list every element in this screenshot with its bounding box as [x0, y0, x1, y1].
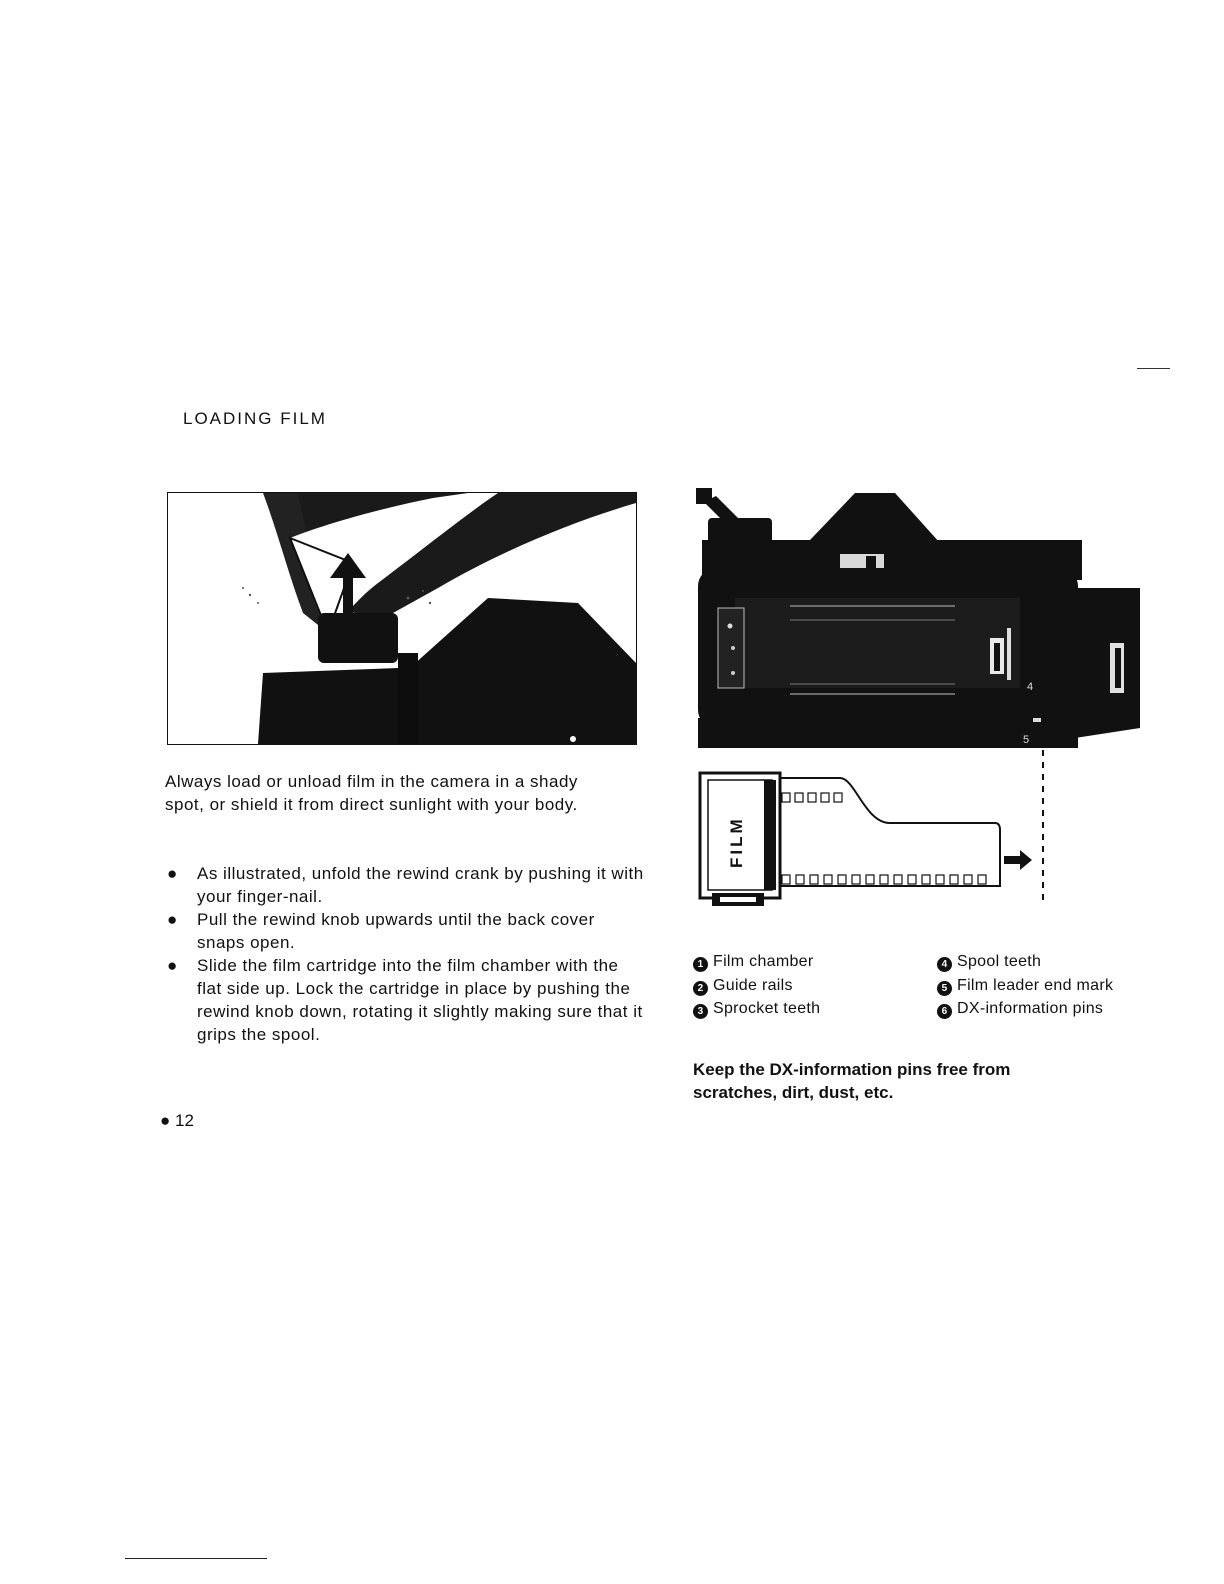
legend-item: 2 Guide rails [693, 974, 820, 998]
number-badge: 5 [937, 981, 952, 996]
list-item: ● Pull the rewind knob upwards until the back cover snaps open. [167, 910, 595, 952]
list-item: ● Slide the film cartridge into the film chamber with the flat side up. Lock the cartridge in place by pushing the rewind knob down, rotating it slightly making sure that it grips the spool. [167, 956, 643, 1044]
legend-left [693, 950, 820, 1021]
bottom-rule [125, 1558, 267, 1559]
rewind-crank-illustration [168, 493, 636, 744]
camera-back-diagram [690, 488, 1145, 906]
list-item: ● As illustrated, unfold the rewind crank by pushing it with your finger-nail. [167, 864, 644, 906]
rewind-crank-photo [167, 492, 637, 745]
number-badge: 2 [693, 981, 708, 996]
number-badge: 1 [693, 957, 708, 972]
bullet-icon: ● [167, 956, 178, 975]
bullet-icon: ● [167, 864, 178, 883]
number-badge: 6 [937, 1004, 952, 1019]
page-number: ● 12 [160, 1111, 194, 1130]
legend-item: 5 Film leader end mark [937, 974, 1113, 998]
legend-right [937, 950, 1113, 1021]
top-rule [1137, 368, 1170, 369]
camera-film-chamber-illustration [690, 488, 1145, 906]
number-badge: 4 [937, 957, 952, 972]
intro-paragraph: Always load or unload film in the camera in a shady spot, or shield it from direct sunlight with your body. [165, 772, 578, 814]
legend-item: 1 Film chamber [693, 950, 820, 974]
legend-item: 6 DX-information pins [937, 997, 1113, 1021]
number-badge: 3 [693, 1004, 708, 1019]
legend-item: 4 Spool teeth [937, 950, 1113, 974]
page-title: LOADING FILM [183, 409, 327, 428]
cartridge-label: FILM [727, 816, 746, 868]
instruction-list [165, 862, 645, 1046]
legend-item: 3 Sprocket teeth [693, 997, 820, 1021]
callout-5: 5 [1023, 734, 1030, 746]
bullet-icon: ● [167, 910, 178, 929]
warning-note: Keep the DX-information pins free from scratches, dirt, dust, etc. [693, 1060, 1011, 1102]
callout-4: 4 [1027, 681, 1034, 693]
